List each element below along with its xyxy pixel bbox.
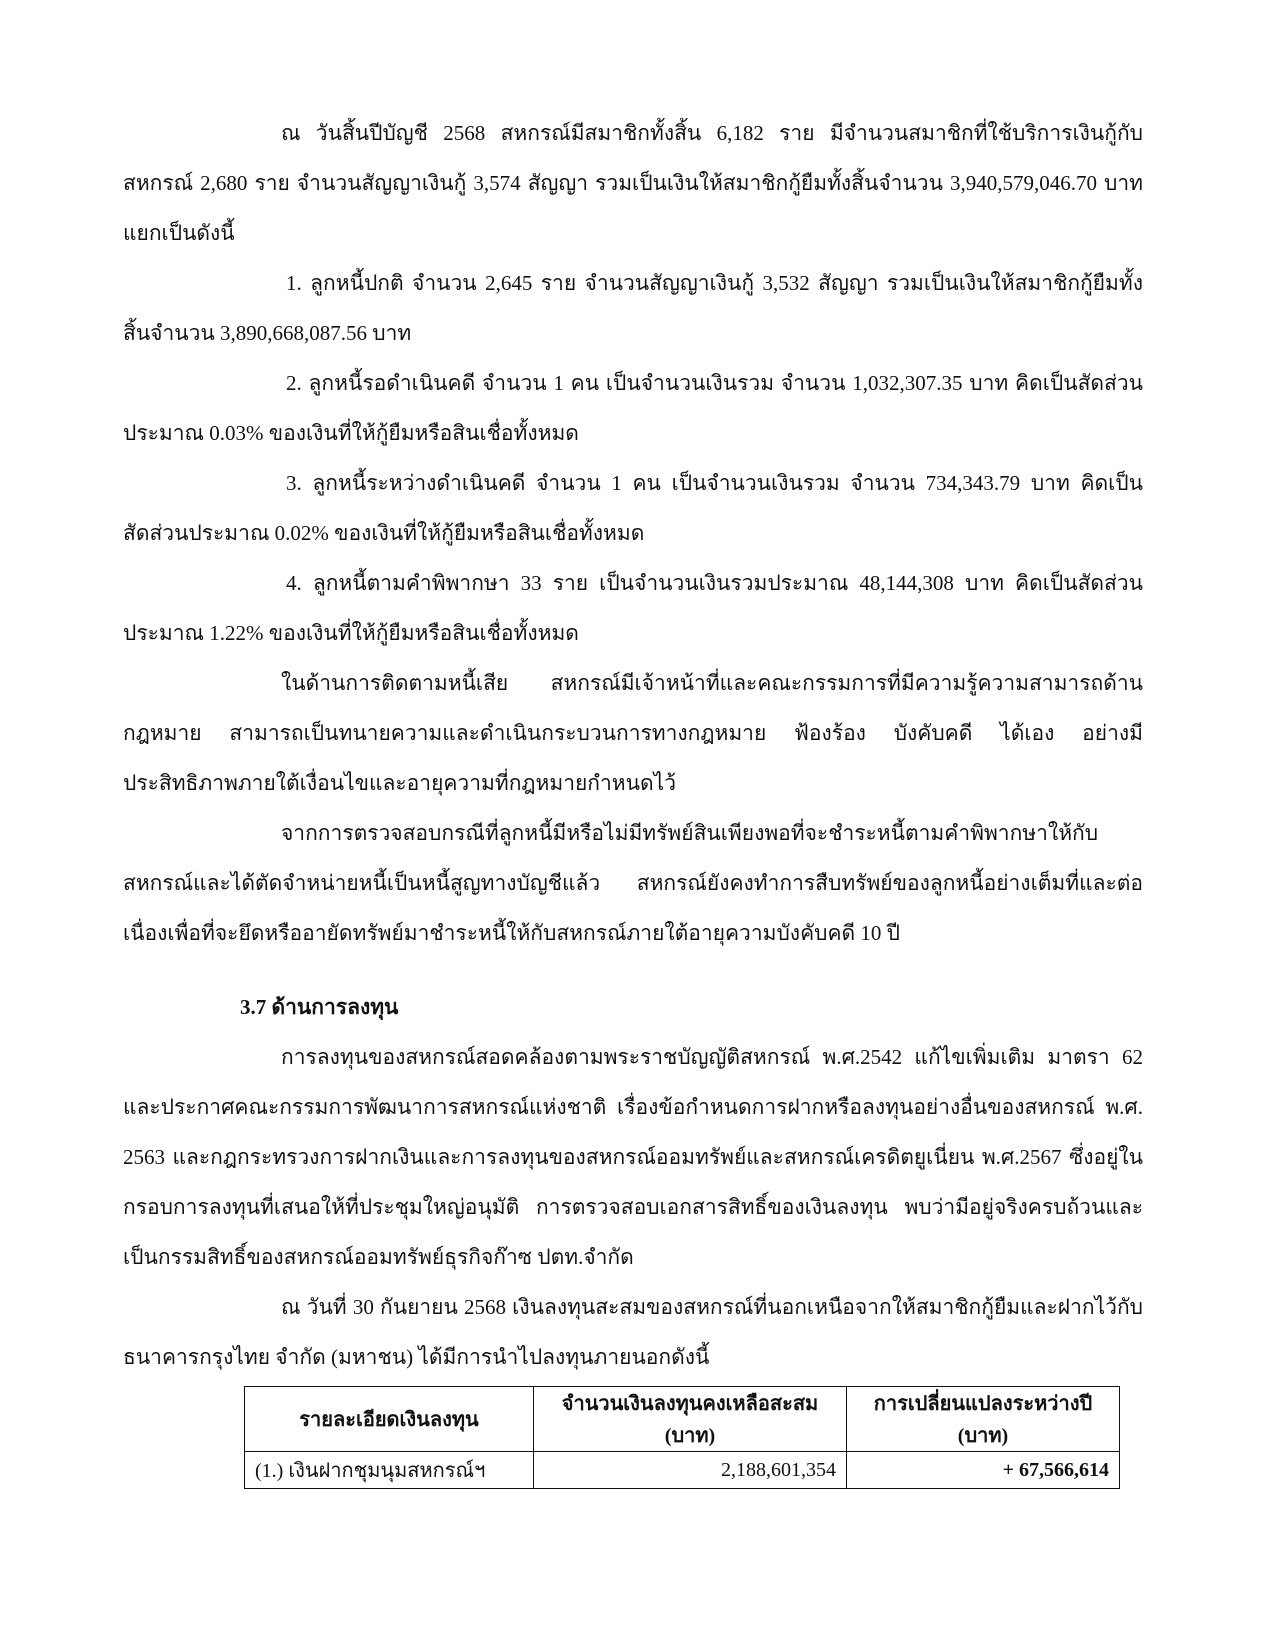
- summary-paragraph: ณ วันสิ้นปีบัญชี 2568 สหกรณ์มีสมาชิกทั้งสิ้น 6,182 ราย มีจำนวนสมาชิกที่ใช้บริการเงินกู้กับสหกรณ์ 2,680 ราย จำนวนสัญญาเงินกู้ 3,574 สัญญา รวมเป็นเงินให้สมาชิกกู้ยืมทั้งสิ้นจำนวน 3,940,579,046.70 บาท แยกเป็นดังนี้: [123, 121, 1143, 245]
- investment-summary-paragraph: ณ วันที่ 30 กันยายน 2568 เงินลงทุนสะสมของสหกรณ์ที่นอกเหนือจากให้สมาชิกกู้ยืมและฝากไว้กับธนาคารกรุงไทย จำกัด (มหาชน) ได้มีการนำไปลงทุนภายนอกดังนี้: [123, 1295, 1143, 1369]
- investment-compliance-paragraph: การลงทุนของสหกรณ์สอดคล้องตามพระราชบัญญัติสหกรณ์ พ.ศ.2542 แก้ไขเพิ่มเติม มาตรา 62 และประกาศคณะกรรมการพัฒนาการสหกรณ์แห่งชาติ เรื่องข้อกำหนดการฝากหรือลงทุนอย่างอื่นของสหกรณ์ พ.ศ. 2563 และกฎกระทรวงการฝากเงินและการลงทุนของสหกรณ์ออมทรัพย์และสหกรณ์เครดิตยูเนี่ยน พ.ศ.2567 ซึ่งอยู่ในกรอบการลงทุนที่เสนอให้ที่ประชุมใหญ่อนุมัติ การตรวจสอบเอกสารสิทธิ์ของเงินลงทุน พบว่ามีอยู่จริงครบถ้วนและเป็นกรรมสิทธิ์ของสหกรณ์ออมทรัพย์ธุรกิจก๊าซ ปตท.จำกัด: [123, 1045, 1143, 1269]
- table-cell-change: + 67,566,614: [847, 1452, 1120, 1489]
- table-header-balance: จำนวนเงินลงทุนคงเหลือสะสม (บาท): [534, 1387, 847, 1452]
- list-item-normal-debtors: 1. ลูกหนี้ปกติ จำนวน 2,645 ราย จำนวนสัญญาเงินกู้ 3,532 สัญญา รวมเป็นเงินให้สมาชิกกู้ยืมทั้งสิ้นจำนวน 3,890,668,087.56 บาท: [123, 271, 1143, 345]
- table-header-detail: รายละเอียดเงินลงทุน: [245, 1387, 534, 1452]
- table-header-change: การเปลี่ยนแปลงระหว่างปี (บาท): [847, 1387, 1120, 1452]
- list-item-pending-litigation: 2. ลูกหนี้รอดำเนินคดี จำนวน 1 คน เป็นจำนวนเงินรวม จำนวน 1,032,307.35 บาท คิดเป็นสัดส่วนประมาณ 0.03% ของเงินที่ให้กู้ยืมหรือสินเชื่อทั้งหมด: [123, 371, 1143, 445]
- asset-tracing-paragraph: จากการตรวจสอบกรณีที่ลูกหนี้มีหรือไม่มีทรัพย์สินเพียงพอที่จะชำระหนี้ตามคำพิพากษาให้กับสหกรณ์และได้ตัดจำหน่ายหนี้เป็นหนี้สูญทางบัญชีแล้ว สหกรณ์ยังคงทำการสืบทรัพย์ของลูกหนี้อย่างเต็มที่และต่อเนื่องเพื่อที่จะยึดหรืออายัดทรัพย์มาชำระหนี้ให้กับสหกรณ์ภายใต้อายุความบังคับคดี 10 ปี: [123, 821, 1143, 945]
- list-item-judgment-debtors: 4. ลูกหนี้ตามคำพิพากษา 33 ราย เป็นจำนวนเงินรวมประมาณ 48,144,308 บาท คิดเป็นสัดส่วนประมาณ 1.22% ของเงินที่ให้กู้ยืมหรือสินเชื่อทั้งหมด: [123, 571, 1143, 645]
- document-page: [123, 108, 1143, 1489]
- table-cell-detail: (1.) เงินฝากชุมนุมสหกรณ์ฯ: [245, 1452, 534, 1489]
- bad-debt-followup-paragraph: ในด้านการติดตามหนี้เสีย สหกรณ์มีเจ้าหน้าที่และคณะกรรมการที่มีความรู้ความสามารถด้านกฎหมาย สามารถเป็นทนายความและดำเนินกระบวนการทางกฎหมาย ฟ้องร้อง บังคับคดี ได้เอง อย่างมีประสิทธิภาพภายใต้เงื่อนไขและอายุความที่กฎหมายกำหนดไว้: [123, 671, 1143, 795]
- table-row: [245, 1452, 1120, 1489]
- table-cell-balance: 2,188,601,354: [534, 1452, 847, 1489]
- investment-table: [244, 1386, 1120, 1489]
- table-header-row: [245, 1387, 1120, 1452]
- section-heading-investment: 3.7 ด้านการลงทุน: [240, 995, 399, 1019]
- list-item-in-litigation: 3. ลูกหนี้ระหว่างดำเนินคดี จำนวน 1 คน เป็นจำนวนเงินรวม จำนวน 734,343.79 บาท คิดเป็นสัดส่วนประมาณ 0.02% ของเงินที่ให้กู้ยืมหรือสินเชื่อทั้งหมด: [123, 471, 1143, 545]
